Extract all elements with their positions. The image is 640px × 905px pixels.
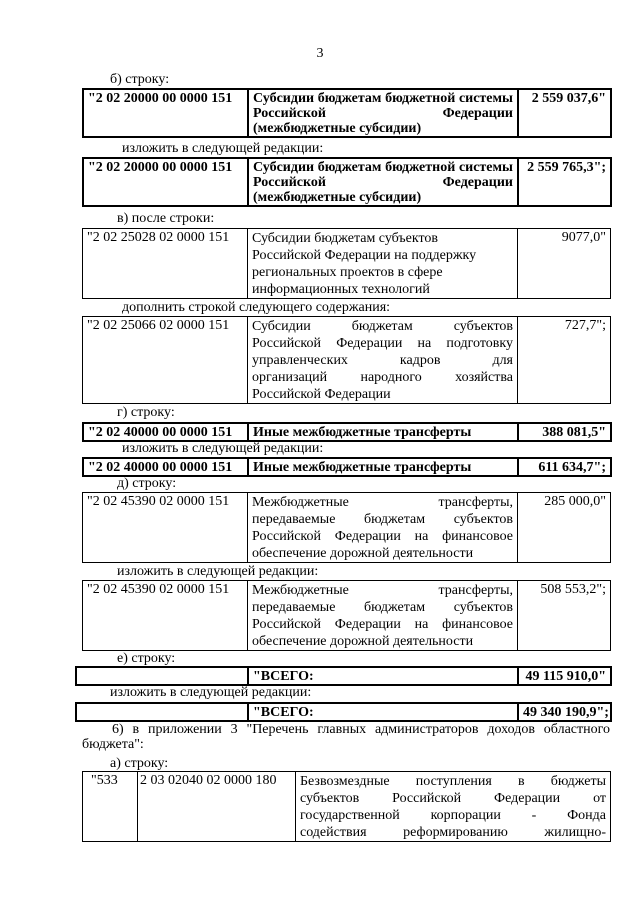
kbk-code: "2 02 40000 00 0000 151 [83,423,248,441]
kbk-code: "2 02 20000 00 0000 151 [83,158,248,206]
amount-cell: 49 340 190,9"; [518,703,611,721]
amount-cell: 388 081,5" [518,423,611,441]
label-g-row: г) строку: [117,405,175,420]
table-row [83,581,611,651]
row-table-3 [82,228,611,299]
row-description: Субсидии бюджетам бюджетной системы Российской Федерации (межбюджетные субсидии) [248,158,518,206]
label-e-row: е) строку: [117,651,176,666]
row-table-11 [82,771,611,842]
row-table-2 [82,157,612,207]
row-description: Межбюджетные трансферты, передаваемые бюджетам субъектов Российской Федерации на финансовое обеспечение дорожной деятельности [248,493,518,563]
row-description: "ВСЕГО: [248,667,518,685]
label-d-row: д) строку: [117,476,177,491]
row-description: Иные межбюджетные трансферты [248,458,518,476]
label-add-row: дополнить строкой следующего содержания: [122,300,391,315]
kbk-code: "2 02 45390 02 0000 151 [83,581,248,651]
kbk-code [76,703,248,721]
table-row [83,317,611,404]
label-replace-3: изложить в следующей редакции: [117,564,319,579]
row-description: Субсидии бюджетам субъектов Российской Федерации на поддержку региональных проектов в сфере информационных технологий [248,229,518,299]
kbk-code [76,667,248,685]
page-number: 3 [316,46,324,61]
amount-cell: 2 559 765,3"; [518,158,611,206]
admin-code: "533 [83,772,138,842]
amount-cell: 727,7"; [518,317,611,404]
row-table-8 [82,580,611,651]
kbk-code: "2 02 45390 02 0000 151 [83,493,248,563]
row-description: Субсидии бюджетам бюджетной системы Российской Федерации (межбюджетные субсидии) [248,89,518,137]
row-table-7 [82,492,611,563]
kbk-code: 2 03 02040 02 0000 180 [138,772,296,842]
label-a-row: а) строку: [110,756,169,771]
row-table-5 [82,422,612,442]
amount-cell: 2 559 037,6" [518,89,611,137]
row-table-10 [75,702,612,722]
amount-cell: 285 000,0" [518,493,611,563]
table-row [76,667,611,685]
table-row [83,772,611,842]
row-description: Иные межбюджетные трансферты [248,423,518,441]
kbk-code: "2 02 25028 02 0000 151 [83,229,248,299]
table-row [83,158,611,206]
row-description: Безвозмездные поступления в бюджеты субъектов Российской Федерации от государственной корпорации - Фонда содействия реформированию жилищно- [296,772,611,842]
table-row [83,89,611,137]
row-description: Субсидии бюджетам субъектов Российской Федерации на подготовку управленческих кадров для организаций народного хозяйства Российской Федерации [248,317,518,404]
row-table-9 [75,666,612,686]
table-row [83,229,611,299]
appendix-paragraph: 6) в приложении 3 "Перечень главных администраторов доходов областного бюджета": [82,722,610,752]
table-row [76,703,611,721]
kbk-code: "2 02 25066 02 0000 151 [83,317,248,404]
label-v-after: в) после строки: [117,211,215,226]
row-description: "ВСЕГО: [248,703,518,721]
table-row [83,423,611,441]
table-row [83,493,611,563]
table-row [83,458,611,476]
amount-cell: 49 115 910,0" [518,667,611,685]
label-b-row: б) строку: [110,72,170,87]
label-replace-2: изложить в следующей редакции: [122,441,324,456]
label-replace-1: изложить в следующей редакции: [122,141,324,156]
kbk-code: "2 02 40000 00 0000 151 [83,458,248,476]
label-replace-4: изложить в следующей редакции: [110,685,312,700]
row-table-1 [82,88,612,138]
amount-cell: 9077,0" [518,229,611,299]
amount-cell: 611 634,7"; [518,458,611,476]
row-description: Межбюджетные трансферты, передаваемые бюджетам субъектов Российской Федерации на финансовое обеспечение дорожной деятельности [248,581,518,651]
row-table-6 [82,457,612,477]
row-table-4 [82,316,611,404]
amount-cell: 508 553,2"; [518,581,611,651]
kbk-code: "2 02 20000 00 0000 151 [83,89,248,137]
